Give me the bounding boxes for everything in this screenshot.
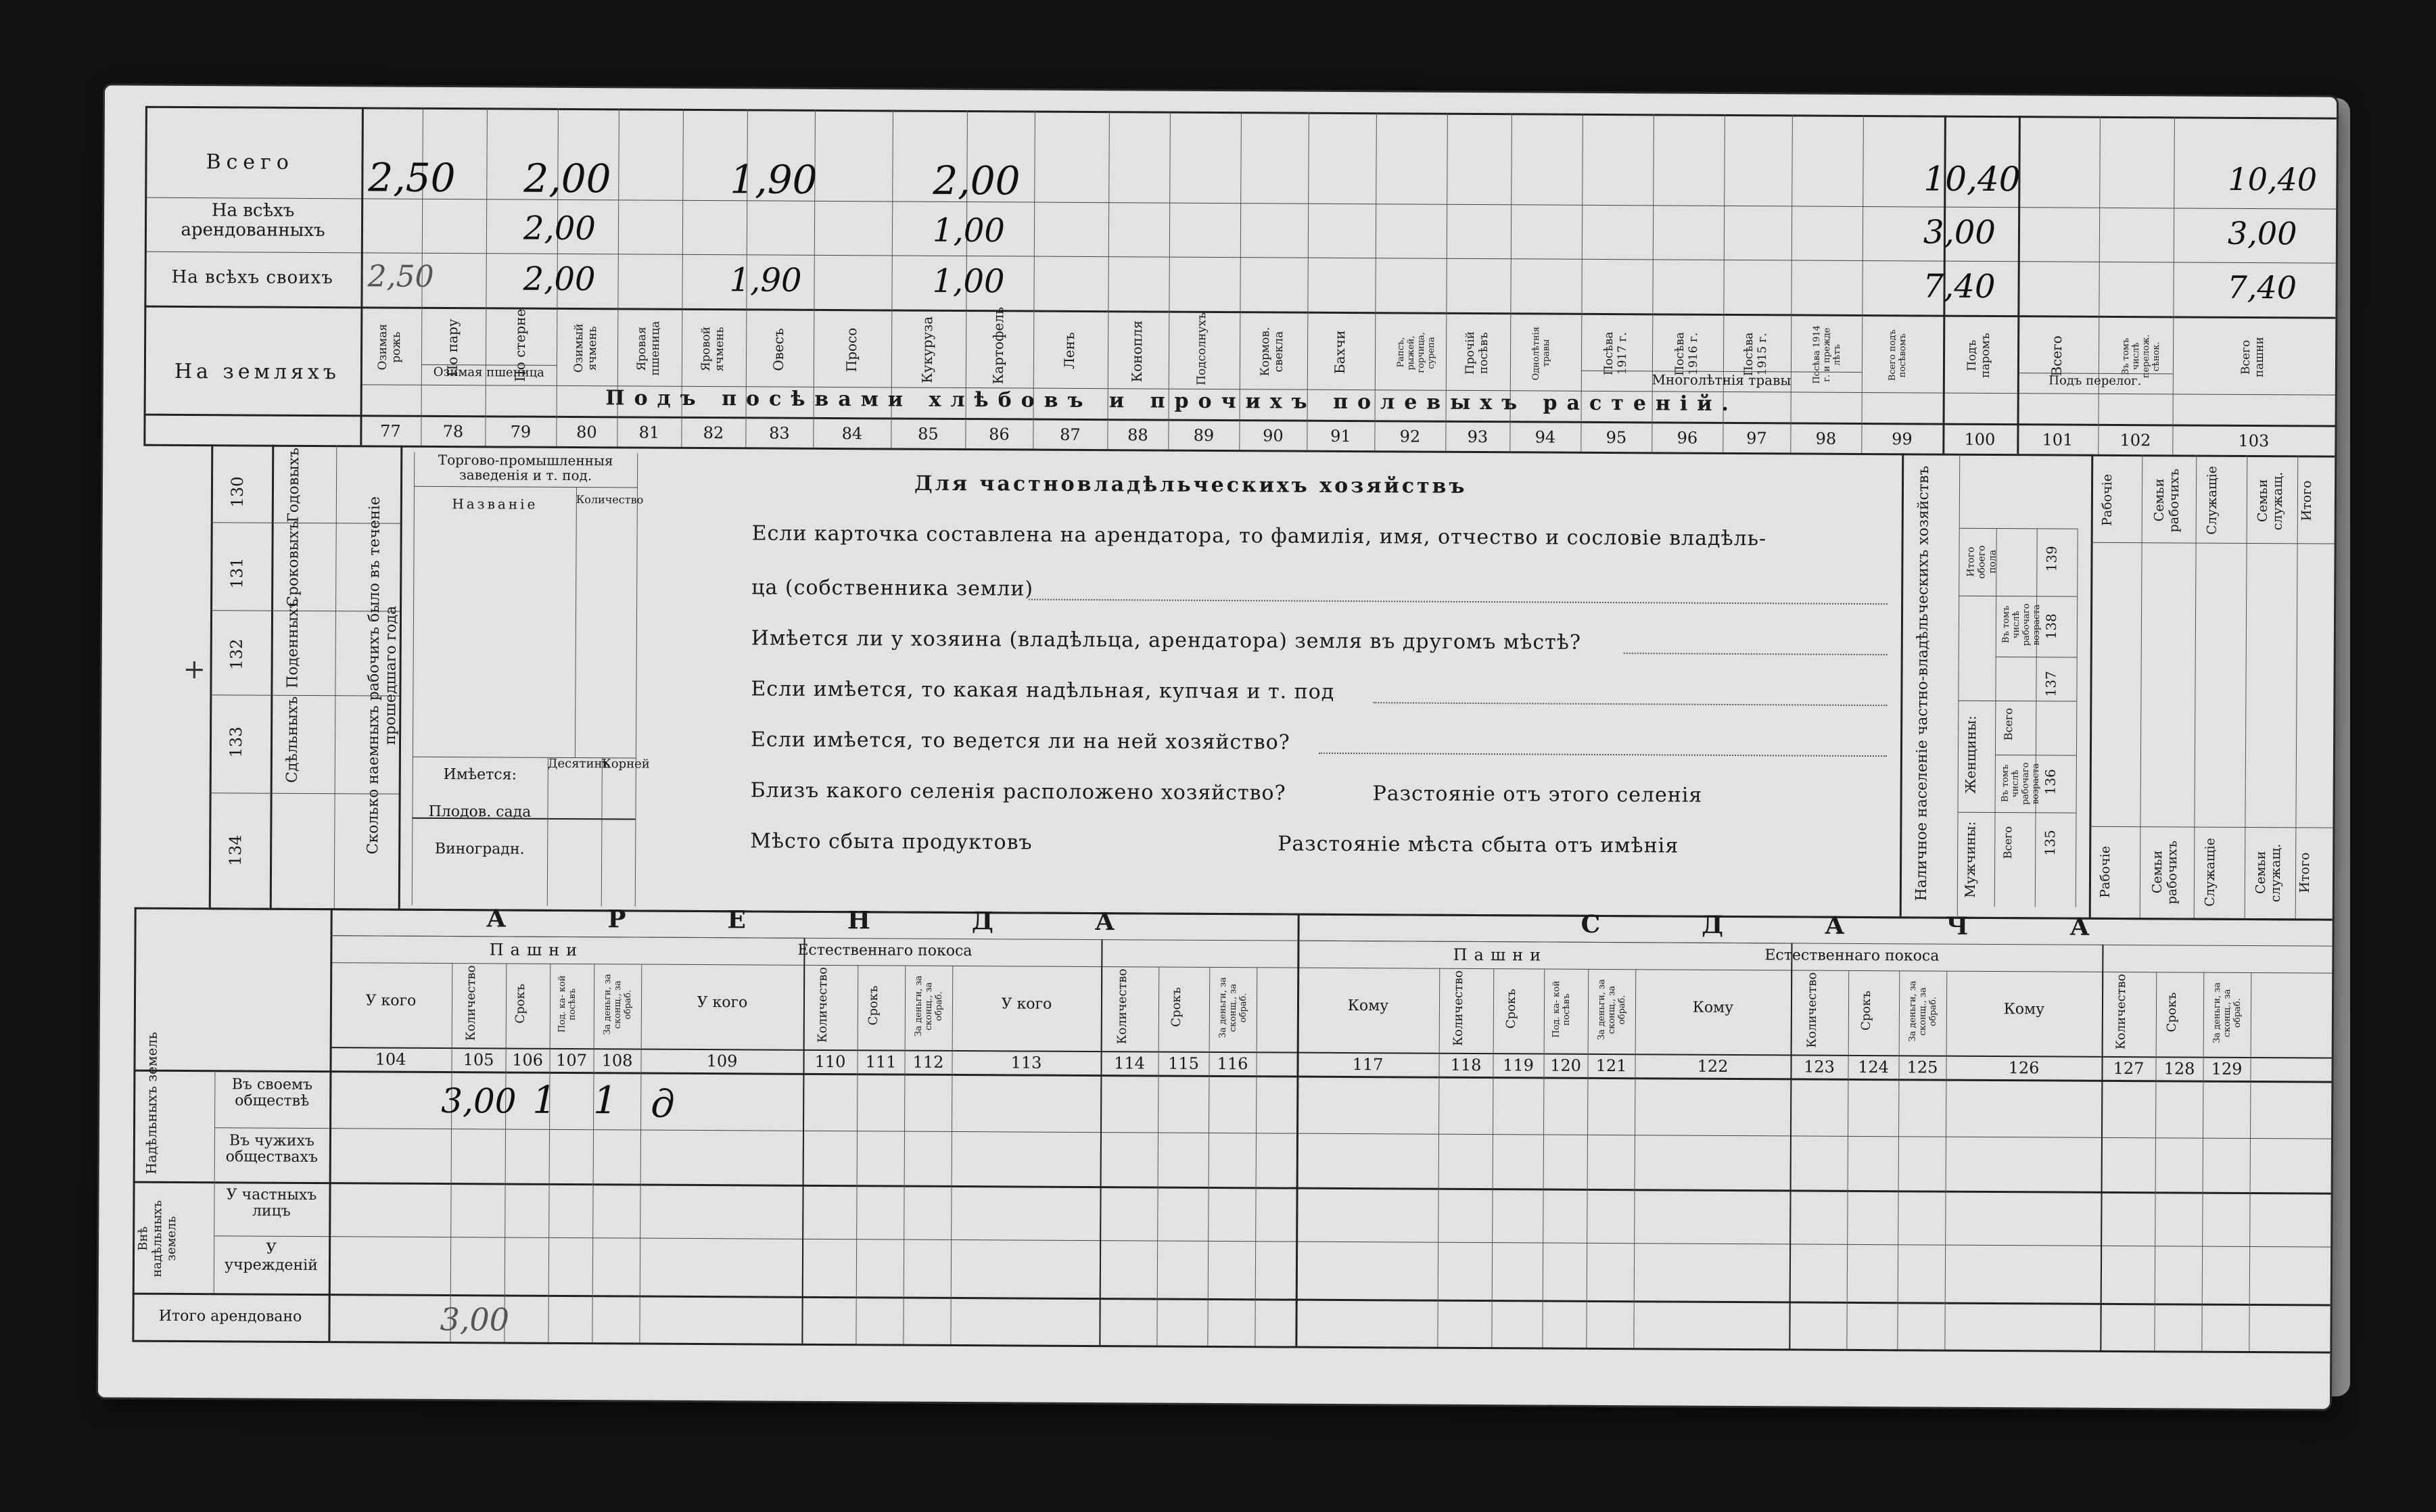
hand-c99-rent: 3,00 bbox=[1923, 213, 1996, 252]
arenda-title: АРЕНДА bbox=[486, 904, 1217, 937]
hand-r1-107: 1 bbox=[593, 1079, 618, 1123]
hand-c82-own: 1,90 bbox=[729, 261, 802, 300]
hand-c103-rent: 3,00 bbox=[2227, 214, 2297, 252]
col-header-99: Всего подъ посѣвомъ bbox=[1887, 329, 1908, 381]
question-5a: Близъ какого селенiя расположено хозяйство? bbox=[750, 778, 1286, 805]
lease-col-header-127: Количество bbox=[2113, 974, 2129, 1050]
lease-col-header-107: Под. ка- кой посѣвъ bbox=[557, 975, 578, 1033]
question-3: Если имѣется, то какая надѣльная, купчая и т. под bbox=[751, 677, 1335, 704]
lease-col-number-107: 107 bbox=[556, 1050, 588, 1070]
hand-c79-own: 2,00 bbox=[523, 260, 596, 299]
lease-col-header-114: Количество bbox=[1115, 968, 1129, 1045]
pop-137: 137 bbox=[2042, 671, 2059, 697]
col-number-89: 89 bbox=[1193, 425, 1215, 445]
lease-col-header-121: За деньги, за сконщ., за обраб. bbox=[1596, 978, 1628, 1041]
row-private: У частныхъ лицъ bbox=[226, 1186, 317, 1221]
col-number-100: 100 bbox=[1964, 429, 1996, 450]
servant-col-4-bot: Семьи служащ. bbox=[2253, 843, 2283, 902]
row-total-rented: Итого арендовано bbox=[158, 1307, 302, 1325]
has-label: Имѣется: bbox=[443, 766, 517, 784]
lease-col-header-108: За деньги, за сконщ., за обраб. bbox=[602, 974, 634, 1035]
lease-col-header-112: За деньги, за сконщ., за обраб. bbox=[913, 975, 945, 1037]
women-label: Женщины: bbox=[1962, 715, 1980, 794]
col-header-79: По стерне bbox=[511, 308, 528, 382]
row-label-total: Всего bbox=[206, 150, 294, 174]
question-5b: Разстоянiе отъ этого селенiя bbox=[1372, 782, 1703, 807]
row-label-rented: На всѣхъ арендованныхъ bbox=[181, 200, 325, 241]
col-number-98: 98 bbox=[1815, 429, 1837, 448]
col-134-num: 134 bbox=[226, 834, 245, 866]
lease-col-header-109: У кого bbox=[697, 993, 748, 1012]
men-label: Мужчины: bbox=[1961, 821, 1979, 898]
col-number-103: 103 bbox=[2238, 431, 2270, 451]
col-header-103: Всего пашни bbox=[2239, 337, 2267, 378]
hand-total-105: 3,00 bbox=[440, 1300, 510, 1338]
banner-sown: Подъ посѣвами хлѣбовъ и прочихъ полевыхъ растенiй. bbox=[605, 386, 1739, 417]
col-130-label: Годовыхъ bbox=[285, 447, 303, 523]
col-header-90: Кормов. свекла bbox=[1258, 327, 1286, 377]
sdacha-title: СДАЧА bbox=[1580, 909, 2191, 942]
col-number-96: 96 bbox=[1677, 428, 1698, 448]
lease-col-number-116: 116 bbox=[1217, 1054, 1248, 1074]
col-number-95: 95 bbox=[1606, 428, 1627, 448]
hand-c79-total: 2,00 bbox=[523, 155, 611, 202]
lease-col-number-110: 110 bbox=[814, 1052, 846, 1072]
pop-136: 136 bbox=[2042, 769, 2059, 795]
lease-col-header-123: Количество bbox=[1804, 972, 1819, 1048]
col-header-87: Ленъ bbox=[1060, 332, 1078, 370]
group-fallow: Подъ перелог. bbox=[2048, 373, 2142, 389]
col-header-81: Яровая пшеница bbox=[634, 321, 662, 377]
col-133-num: 133 bbox=[226, 726, 246, 758]
lease-col-number-109: 109 bbox=[706, 1052, 738, 1071]
hand-c85-own: 1,00 bbox=[932, 262, 1005, 301]
land-label: На земляхъ bbox=[174, 359, 341, 385]
col-header-95: Посѣва 1917 г. bbox=[1601, 331, 1629, 376]
col-number-93: 93 bbox=[1467, 427, 1489, 447]
question-2: Имѣется ли у хозяина (владѣльца, арендатора) земля въ другомъ мѣстѣ? bbox=[751, 626, 1582, 655]
hand-r1-106: 1 bbox=[532, 1078, 557, 1123]
col-header-94: Однолѣтнiя травы bbox=[1530, 326, 1551, 381]
trade-header: Торгово-промышленныя заведенiя и т. под. bbox=[438, 451, 613, 484]
lease-col-number-120: 120 bbox=[1550, 1056, 1582, 1075]
lease-col-number-118: 118 bbox=[1450, 1055, 1482, 1075]
lease-col-number-108: 108 bbox=[601, 1051, 633, 1070]
pop-136-sub: Въ томъ числѣ рабочаго возраста bbox=[2000, 762, 2041, 805]
row-institutions: У учрежденiй bbox=[225, 1240, 318, 1275]
servant-col-1-top: Рабочiе bbox=[2099, 473, 2115, 526]
col-number-81: 81 bbox=[638, 423, 660, 442]
col-number-87: 87 bbox=[1060, 425, 1081, 444]
hand-c103-own: 7,40 bbox=[2227, 268, 2297, 306]
col-number-102: 102 bbox=[2119, 430, 2151, 450]
lease-col-header-124: Срокъ bbox=[1858, 991, 1873, 1031]
col-header-100: Подъ паромъ bbox=[1965, 333, 1993, 379]
col-number-78: 78 bbox=[442, 421, 464, 442]
question-6b: Разстоянiе мѣста сбыта отъ имѣнiя bbox=[1278, 832, 1679, 858]
group-perennial-grass: Многолѣтнiя травы bbox=[1652, 371, 1791, 389]
col-header-88: Конопля bbox=[1128, 320, 1146, 383]
pop-138-sub: Въ томъ числѣ рабочаго возраста bbox=[2000, 603, 2042, 646]
col-131-num: 131 bbox=[227, 557, 247, 589]
col-131-label: Сроковыхъ bbox=[285, 521, 302, 607]
servant-col-1-bot: Рабочiе bbox=[2097, 845, 2113, 898]
trade-qty-header: Количество bbox=[576, 493, 644, 506]
lease-col-header-126: Кому bbox=[2003, 1001, 2045, 1018]
col-number-99: 99 bbox=[1892, 429, 1913, 449]
lease-col-header-110: Количество bbox=[815, 967, 830, 1043]
lease-col-header-116: За деньги, за сконщ., за обраб. bbox=[1217, 977, 1249, 1039]
row-label-own: На всѣхъ своихъ bbox=[171, 266, 333, 289]
col-number-88: 88 bbox=[1127, 425, 1148, 445]
pencil-cross: + bbox=[183, 653, 206, 686]
servant-col-3-bot: Служащiе bbox=[2202, 838, 2218, 907]
col-number-92: 92 bbox=[1399, 427, 1421, 446]
col-number-97: 97 bbox=[1746, 429, 1767, 448]
question-4: Если имѣется, то ведется ли на ней хозяйство? bbox=[750, 728, 1290, 755]
vne-label: Внѣ надѣльныхъ земель bbox=[136, 1200, 179, 1277]
desyatin-header: Десятинъ bbox=[547, 756, 611, 772]
arenda-pashni: Пашни bbox=[489, 940, 584, 960]
lease-col-header-119: Срокъ bbox=[1503, 989, 1518, 1029]
pop-138: 138 bbox=[2042, 613, 2060, 640]
col-number-90: 90 bbox=[1263, 426, 1284, 446]
lease-col-header-113: У кого bbox=[1001, 995, 1052, 1013]
col-header-85: Кукуруза bbox=[918, 316, 936, 384]
row-own-society: Въ своемъ обществѣ bbox=[231, 1076, 313, 1110]
lease-col-number-128: 128 bbox=[2163, 1059, 2195, 1079]
row-other-society: Въ чужихъ обществахъ bbox=[225, 1132, 319, 1166]
kornei-header: Корней bbox=[601, 757, 650, 772]
col-header-102: Въ томъ числѣ перелож. сѣнок. bbox=[2120, 334, 2162, 379]
col-header-78: По пару bbox=[444, 318, 461, 377]
col-number-80: 80 bbox=[576, 423, 597, 442]
group-winter-wheat: Озимая пшеница bbox=[433, 364, 544, 380]
lease-col-header-115: Срокъ bbox=[1169, 987, 1184, 1028]
question-1a: Если карточка составлена на арендатора, то фамилiя, имя, отчество и сословiе владѣль- bbox=[751, 521, 1767, 551]
hand-c82-total: 1,90 bbox=[730, 156, 818, 203]
col-header-97: Посѣва 1915 г. bbox=[1741, 332, 1770, 377]
lease-col-number-115: 115 bbox=[1168, 1054, 1200, 1073]
hand-c85-total: 2,00 bbox=[933, 157, 1021, 204]
servant-col-5-top: Итого bbox=[2299, 480, 2314, 521]
lease-col-number-124: 124 bbox=[1858, 1057, 1890, 1077]
col-header-82: Яровой ячмень bbox=[699, 326, 726, 372]
col-header-92: Рапсъ, рыжей, горчица, сурепа bbox=[1395, 332, 1436, 373]
lease-col-number-126: 126 bbox=[2008, 1058, 2040, 1078]
servant-col-5-bot: Итого bbox=[2297, 852, 2312, 893]
col-header-84: Просо bbox=[843, 327, 860, 372]
col-header-77: Озимая рожь bbox=[375, 324, 404, 371]
lease-col-header-106: Срокъ bbox=[513, 984, 528, 1024]
population-label: Наличное населенiе частно-владѣльческихъ хозяйствъ bbox=[1913, 465, 1933, 901]
hand-c77-total: 2,50 bbox=[368, 154, 456, 202]
lease-col-number-125: 125 bbox=[1906, 1058, 1938, 1077]
lease-col-number-119: 119 bbox=[1503, 1056, 1535, 1075]
col-number-77: 77 bbox=[380, 421, 401, 441]
col-130-num: 130 bbox=[227, 476, 248, 508]
hand-c103-total: 10,40 bbox=[2228, 160, 2318, 198]
col-header-80: Озимый ячмень bbox=[571, 323, 600, 373]
lease-col-number-113: 113 bbox=[1010, 1053, 1042, 1072]
col-133-label: Сдѣльныхъ bbox=[283, 696, 302, 783]
hand-r1-108: д bbox=[651, 1082, 675, 1127]
col-number-94: 94 bbox=[1535, 427, 1556, 447]
col-number-83: 83 bbox=[769, 423, 790, 443]
nadel-label: Надѣльныхъ земель bbox=[143, 1032, 160, 1175]
col-header-91: Бахчи bbox=[1331, 330, 1349, 375]
lease-col-number-111: 111 bbox=[865, 1052, 897, 1072]
hand-c79-rent: 2,00 bbox=[523, 209, 596, 248]
col-header-93: Прочiй посѣвъ bbox=[1463, 331, 1491, 375]
lease-col-header-129: За деньги, за сконщ., за обраб. bbox=[2211, 982, 2243, 1043]
arenda-pokos: Естественнаго покоса bbox=[797, 941, 973, 960]
col-header-101: Всего bbox=[2048, 335, 2065, 377]
col-number-85: 85 bbox=[918, 424, 939, 444]
servant-col-2-bot: Семьи рабочихъ bbox=[2149, 840, 2180, 905]
lease-col-number-105: 105 bbox=[463, 1050, 494, 1070]
hand-c85-rent: 1,00 bbox=[932, 211, 1006, 250]
lease-col-header-118: Количество bbox=[1451, 970, 1466, 1046]
lease-col-header-120: Под. ка- кой посѣвъ bbox=[1551, 981, 1572, 1038]
pop-137-sub: Всего bbox=[2002, 707, 2015, 741]
pop-139: 139 bbox=[2043, 546, 2060, 572]
lease-col-header-128: Срокъ bbox=[2164, 992, 2180, 1033]
servant-col-4-top: Семьи служащ. bbox=[2255, 471, 2285, 530]
census-card bbox=[98, 85, 2337, 1409]
col-number-84: 84 bbox=[841, 424, 863, 444]
col-number-91: 91 bbox=[1330, 426, 1351, 446]
lease-col-header-117: Кому bbox=[1347, 997, 1389, 1015]
private-title: Для частновладѣльческихъ хозяйствъ bbox=[914, 471, 1468, 498]
pop-135: 135 bbox=[2042, 830, 2059, 856]
question-1b: ца (собственника земли) bbox=[751, 575, 1034, 601]
pop-139-sub: Итого обоего пола bbox=[1965, 545, 1998, 579]
lease-col-number-129: 129 bbox=[2211, 1059, 2243, 1079]
lease-col-number-121: 121 bbox=[1595, 1056, 1627, 1076]
lease-col-number-123: 123 bbox=[1804, 1057, 1835, 1077]
hand-r1-105: 3,00 bbox=[441, 1081, 517, 1121]
question-6a: Мѣсто сбыта продуктовъ bbox=[750, 829, 1033, 855]
lease-col-header-111: Срокъ bbox=[866, 985, 881, 1026]
lease-col-number-114: 114 bbox=[1114, 1054, 1146, 1073]
lease-col-number-112: 112 bbox=[912, 1052, 944, 1072]
col-132-num: 132 bbox=[227, 638, 246, 670]
col-132-label: Поденныхъ bbox=[284, 598, 302, 688]
lease-col-header-104: У кого bbox=[365, 992, 417, 1010]
servant-col-3-top: Служащiе bbox=[2204, 466, 2220, 536]
lease-col-number-117: 117 bbox=[1352, 1055, 1384, 1074]
orchard-label: Плодов. сада bbox=[428, 803, 532, 821]
col-header-83: Овесъ bbox=[770, 327, 787, 371]
lease-col-number-127: 127 bbox=[2113, 1058, 2145, 1079]
col-header-98: Посѣва 1914 г. и прежде лѣтъ bbox=[1811, 325, 1842, 384]
col-header-86: Картофель bbox=[989, 306, 1007, 385]
lease-col-number-104: 104 bbox=[375, 1049, 406, 1069]
servant-col-2-top: Семьи рабочихъ bbox=[2151, 468, 2182, 533]
trade-name-header: Названiе bbox=[452, 496, 538, 513]
hand-c99-total: 10,40 bbox=[1923, 159, 2021, 199]
sdacha-pashni: Пашни bbox=[1453, 945, 1548, 965]
col-header-96: Посѣва 1916 г. bbox=[1672, 332, 1700, 376]
lease-col-number-122: 122 bbox=[1697, 1056, 1729, 1076]
lease-col-header-105: Количество bbox=[463, 965, 479, 1041]
col-header-89: Подсолнухъ bbox=[1194, 312, 1209, 385]
lease-col-header-122: Кому bbox=[1692, 999, 1734, 1017]
pop-135-sub: Всего bbox=[2001, 826, 2015, 859]
col-number-79: 79 bbox=[510, 422, 532, 442]
workers-label: Сколько наемныхъ рабочихъ было въ теченiе прошедшаго года bbox=[365, 496, 400, 855]
vineyard-label: Виноградн. bbox=[434, 840, 525, 858]
hand-c99-own: 7,40 bbox=[1923, 267, 1996, 306]
col-number-82: 82 bbox=[703, 423, 724, 443]
lease-col-number-106: 106 bbox=[512, 1050, 544, 1070]
sdacha-pokos: Естественнаго покоса bbox=[1764, 947, 1940, 965]
lease-col-header-125: За деньги, за сконщ., за обраб. bbox=[1907, 981, 1939, 1042]
hand-c77-own: 2,50 bbox=[367, 259, 434, 294]
col-number-101: 101 bbox=[2042, 430, 2074, 450]
col-number-86: 86 bbox=[989, 425, 1010, 444]
